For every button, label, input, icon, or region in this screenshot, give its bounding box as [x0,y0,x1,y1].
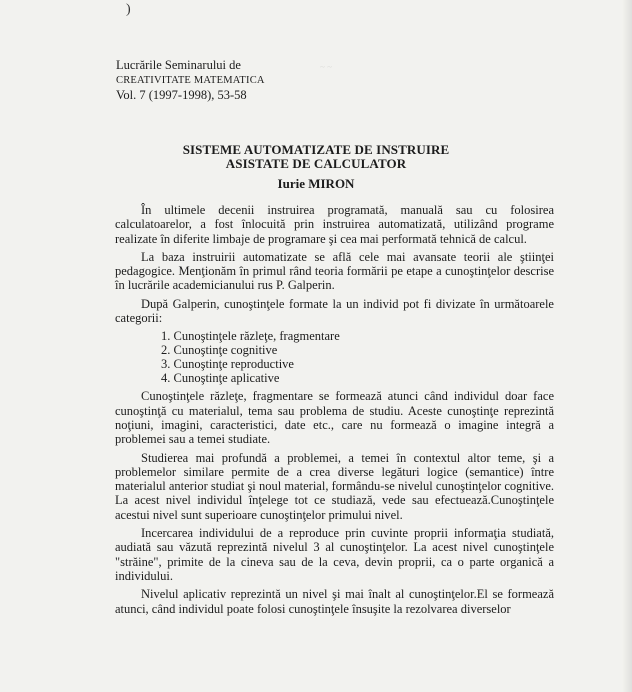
title-line-2: ASISTATE DE CALCULATOR [225,156,407,171]
journal-header [116,58,265,103]
paragraph: Cunoştinţele răzleţe, fragmentare se formează atunci când individul doar face cunoştinţă cu materialul, tema sau problema de studiu. Aceste cunoştinţe reprezintă noţiuni, imagini, caracteristici, date etc., care nu formează o imagine integră a problemei sau a temei studiate. [115,389,554,447]
journal-name: Lucrările Seminarului de [116,58,241,72]
list-item: 1. Cunoştinţele răzleţe, fragmentare [161,329,340,344]
paper-title [0,143,632,171]
paragraph: După Galperin, cunoştinţele formate la un individ pot fi divizate în următoarele categorii: [115,296,554,326]
paragraph: Incercarea individului de a reproduce prin cuvinte proprii informaţia studiată, audiată sau văzută reprezintă nivelul 3 al cunoştinţelor. La acest nivel cunoştinţele "străine", primite de la cineva sau de la ceva, devin proprii, ca o parte organică a individului. [115,526,554,583]
scan-mark: ) [126,2,131,17]
journal-volume: Vol. 7 (1997-1998), 53-58 [116,88,247,102]
paragraph: Studierea mai profundă a problemei, a temei în contextul altor teme, şi a problemelor similare permite de a crea diverse legături logice (semantice) între materialul anterior studiat şi noul material, formându-se nivelul cunoştinţelor cognitive. La acest nivel individul înţelege tot ce studiază, vede sau efectuează.Cunoştinţele acestui nivel sunt superioare cunoştinţelor primului nivel. [115,450,554,522]
list-item: 2. Cunoştinţe cognitive [161,343,278,358]
journal-subtitle: CREATIVITATE MATEMATICA [116,75,265,86]
list-item: 3. Cunoştinţe reproductive [161,357,294,372]
bleed-through: ~ ~ [320,62,332,72]
list-item: 4. Cunoştinţe aplicative [161,371,280,386]
paragraph: La baza instruirii automatizate se află cele mai avansate teorii ale ştiinţei pedagogice. Menţionăm în primul rând teoria formării pe etape a cunoştinţelor descrise în lucrările academicianului rus P. Galperin. [115,249,554,293]
paragraph: În ultimele decenii instruirea programată, manuală sau cu folosirea calculatoarelor, a fost înlocuită prin instruirea automatizată, utilizând programe realizate în diferite limbaje de programare şi cea mai performată tehnică de calcul. [115,203,554,246]
scan-shadow [622,0,632,692]
knowledge-categories-list [115,329,554,385]
paper-body [115,203,554,620]
paragraph: Nivelul aplicativ reprezintă un nivel şi mai înalt al cunoştinţelor.El se formează atunci, când individul poate folosi cunoştinţele însuşite la rezolvarea diverselor [115,587,554,616]
title-line-1: SISTEME AUTOMATIZATE DE INSTRUIRE [182,142,450,157]
author-name: Iurie MIRON [277,176,355,191]
